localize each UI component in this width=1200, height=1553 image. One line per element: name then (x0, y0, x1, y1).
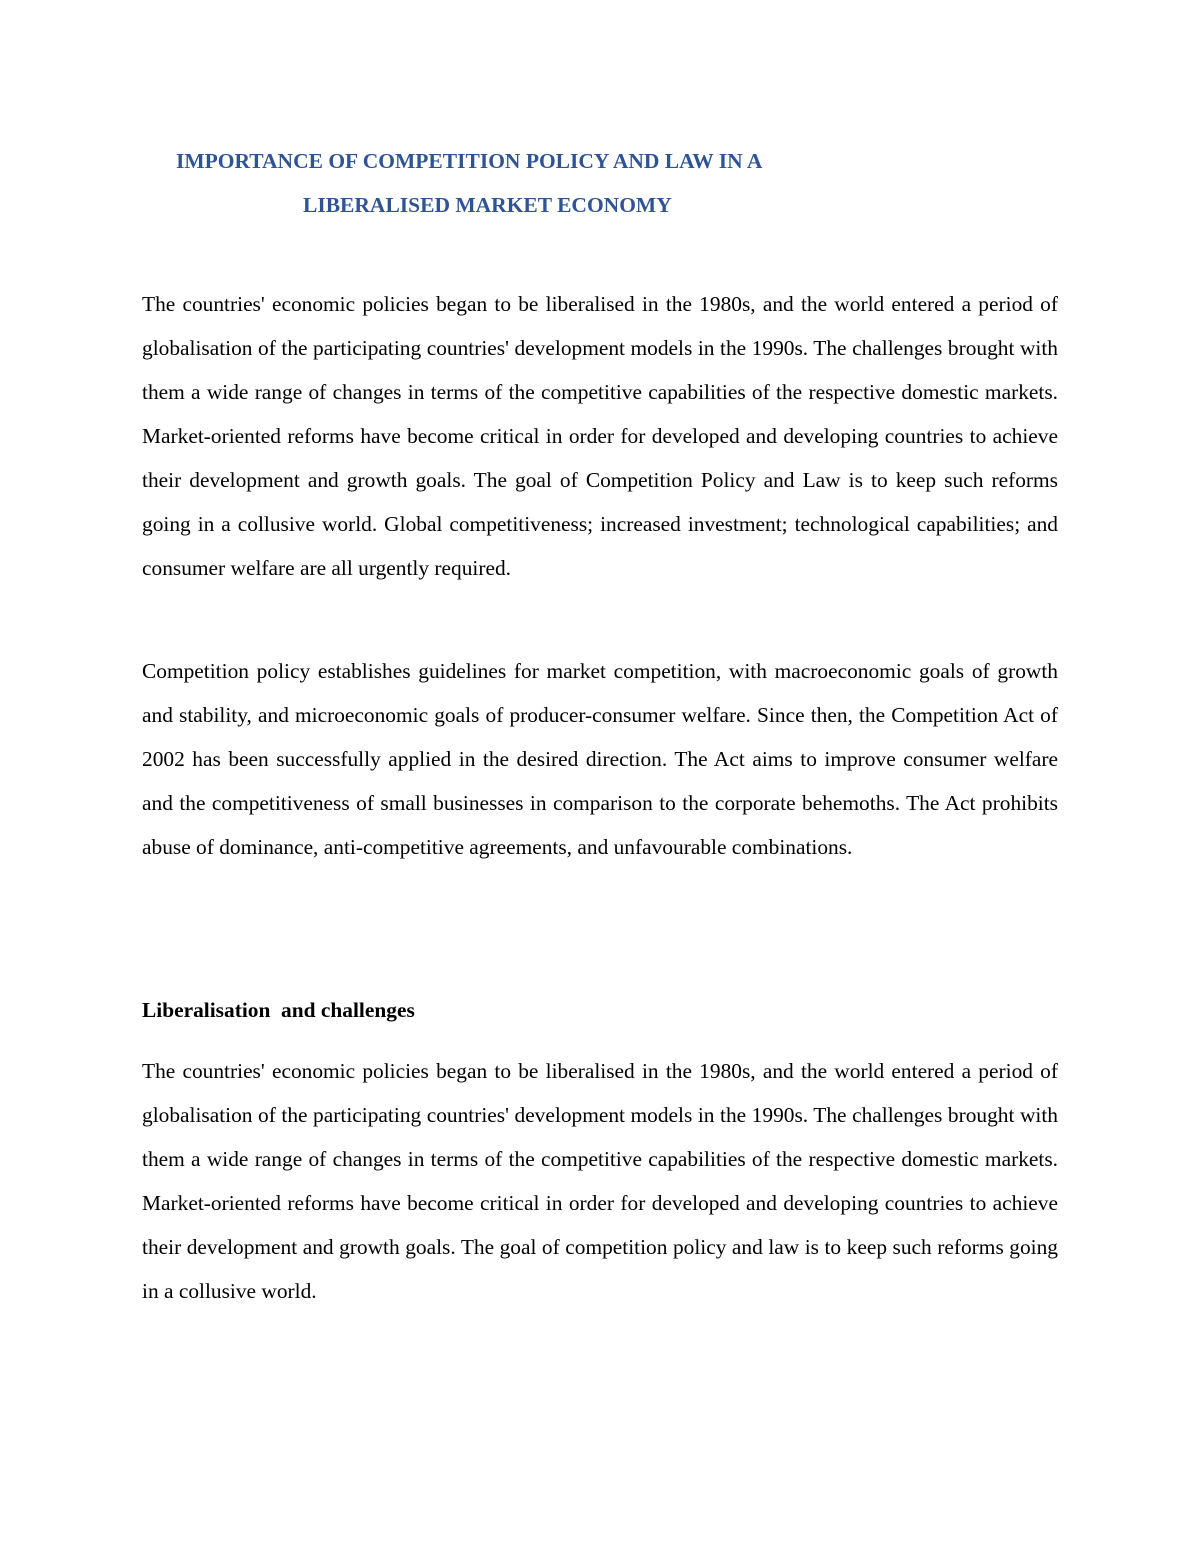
paragraph-intro: The countries' economic policies began to be liberalised in the 1980s, and the world entered a period of globalisation of the participating countries' development models in the 1990s. The challenges brought with them a wide range of changes in terms of the competitive capabilities of the respective domestic markets. Market-oriented reforms have become critical in order for developed and developing countries to achieve their development and growth goals. The goal of Competition Policy and Law is to keep such reforms going in a collusive world. Global competitiveness; increased investment; technological capabilities; and consumer welfare are all urgently required. (142, 292, 1058, 580)
paragraph-liberalisation: The countries' economic policies began to be liberalised in the 1980s, and the world entered a period of globalisation of the participating countries' development models in the 1990s. The challenges brought with them a wide range of changes in terms of the competitive capabilities of the respective domestic markets. Market-oriented reforms have become critical in order for developed and developing countries to achieve their development and growth goals. The goal of competition policy and law is to keep such reforms going in a collusive world. (142, 1059, 1058, 1303)
paragraph-competition-policy: Competition policy establishes guidelines for market competition, with macroeconomic goals of growth and stability, and microeconomic goals of producer-consumer welfare. Since then, the Competition Act of 2002 has been successfully applied in the desired direction. The Act aims to improve consumer welfare and the competitiveness of small businesses in comparison to the corporate behemoths. The Act prohibits abuse of dominance, anti-competitive agreements, and unfavourable combinations. (142, 659, 1058, 859)
title-line-1: IMPORTANCE OF COMPETITION POLICY AND LAW IN A (176, 149, 763, 173)
section-heading: Liberalisation and challenges (142, 998, 415, 1022)
title-line-2: LIBERALISED MARKET ECONOMY (303, 193, 672, 217)
